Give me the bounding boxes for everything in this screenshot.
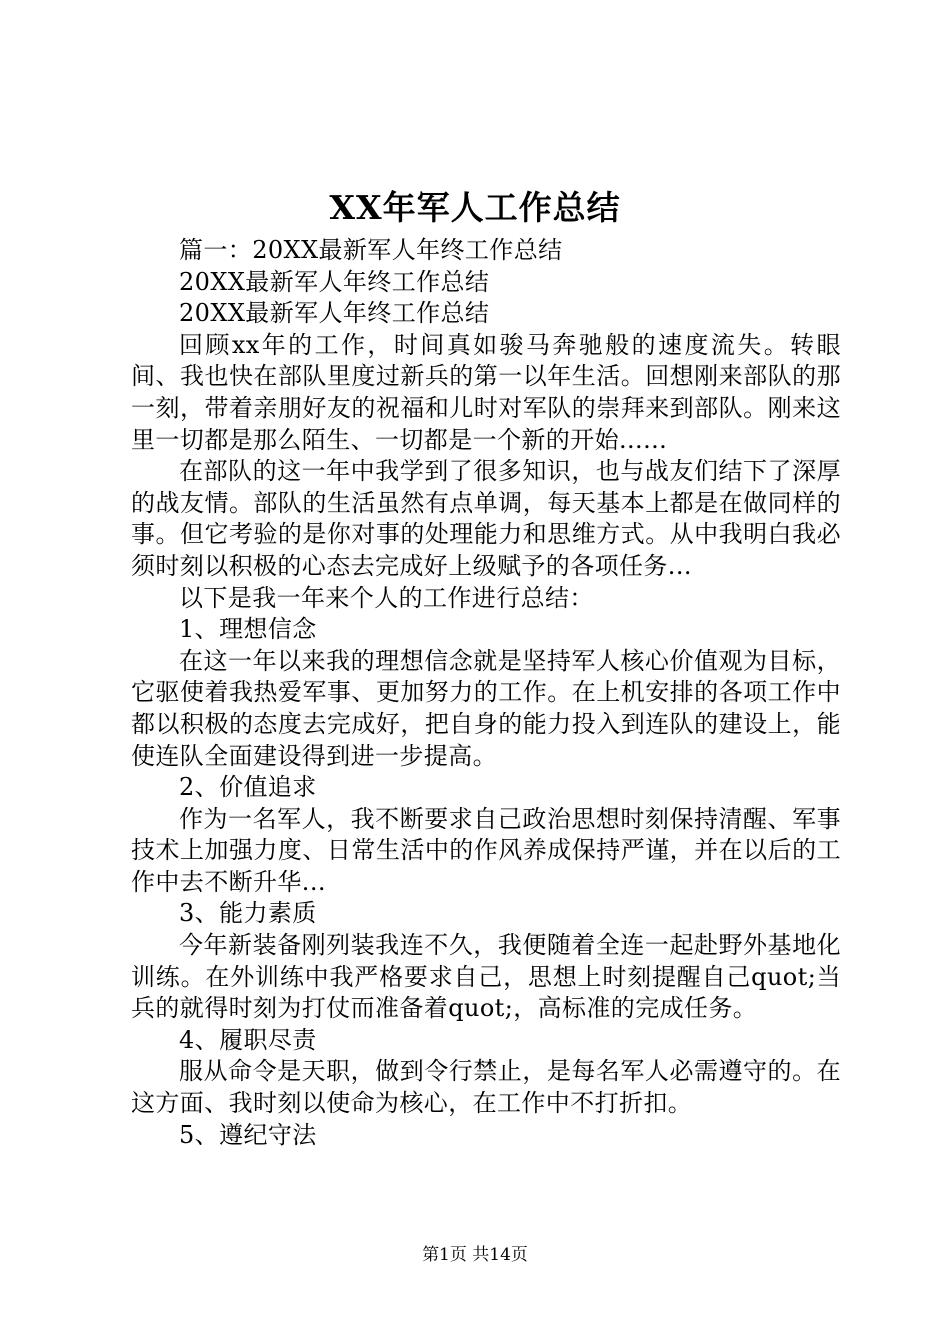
paragraph-body: 作为一名军人，我不断要求自己政治思想时刻保持清醒、军事技术上加强力度、日常生活中的作风养成保持严谨，并在以后的工作中去不断升华... xyxy=(131,804,841,896)
paragraph-body: 回顾xx年的工作，时间真如骏马奔驰般的速度流失。转眼间、我也快在部队里度过新兵的第一以年生活。回想刚来部队的那一刻，带着亲朋好友的祝福和儿时对军队的崇拜来到部队。刚来这里一切都是那么陌生、一切都是一个新的开始...... xyxy=(131,330,841,454)
section-heading: 1、理想信念 xyxy=(179,615,317,644)
section-heading: 2、价值追求 xyxy=(179,773,317,802)
paragraph-subtitle: 20XX最新军人年终工作总结 xyxy=(179,299,490,328)
paragraph-body: 以下是我一年来个人的工作进行总结： xyxy=(179,583,594,612)
section-heading: 3、能力素质 xyxy=(179,899,317,928)
paragraph-subtitle: 20XX最新军人年终工作总结 xyxy=(179,267,490,296)
page-number: 第1页 共14页 xyxy=(422,1245,528,1265)
section-heading: 5、遵纪守法 xyxy=(179,1120,317,1149)
paragraph-body: 在这一年以来我的理想信念就是坚持军人核心价值观为目标，它驱使着我热爱军事、更加努力的工作。在上机安排的各项工作中都以积极的态度去完成好，把自身的能力投入到连队的建设上，能使连队全面建设得到进一步提高。 xyxy=(131,646,841,770)
paragraph-body: 今年新装备刚列装我连不久，我便随着全连一起赴野外基地化训练。在外训练中我严格要求自己，思想上时刻提醒自己quot;当兵的就得时刻为打仗而准备着quot;，高标准的完成任务。 xyxy=(131,931,841,1023)
document-title: XX年军人工作总结 xyxy=(329,188,621,227)
paragraph-heading: 篇一：20XX最新军人年终工作总结 xyxy=(179,236,563,264)
section-heading: 4、履职尽责 xyxy=(179,1025,317,1054)
paragraph-body: 在部队的这一年中我学到了很多知识，也与战友们结下了深厚的战友情。部队的生活虽然有点单调，每天基本上都是在做同样的事。但它考验的是你对事的处理能力和思维方式。从中我明白我必须时刻以积极的心态去完成好上级赋予的各项任务... xyxy=(131,457,841,580)
document-body xyxy=(131,235,841,1151)
paragraph-body: 服从命令是天职，做到令行禁止，是每名军人必需遵守的。在这方面、我时刻以使命为核心，在工作中不打折扣。 xyxy=(131,1057,841,1118)
